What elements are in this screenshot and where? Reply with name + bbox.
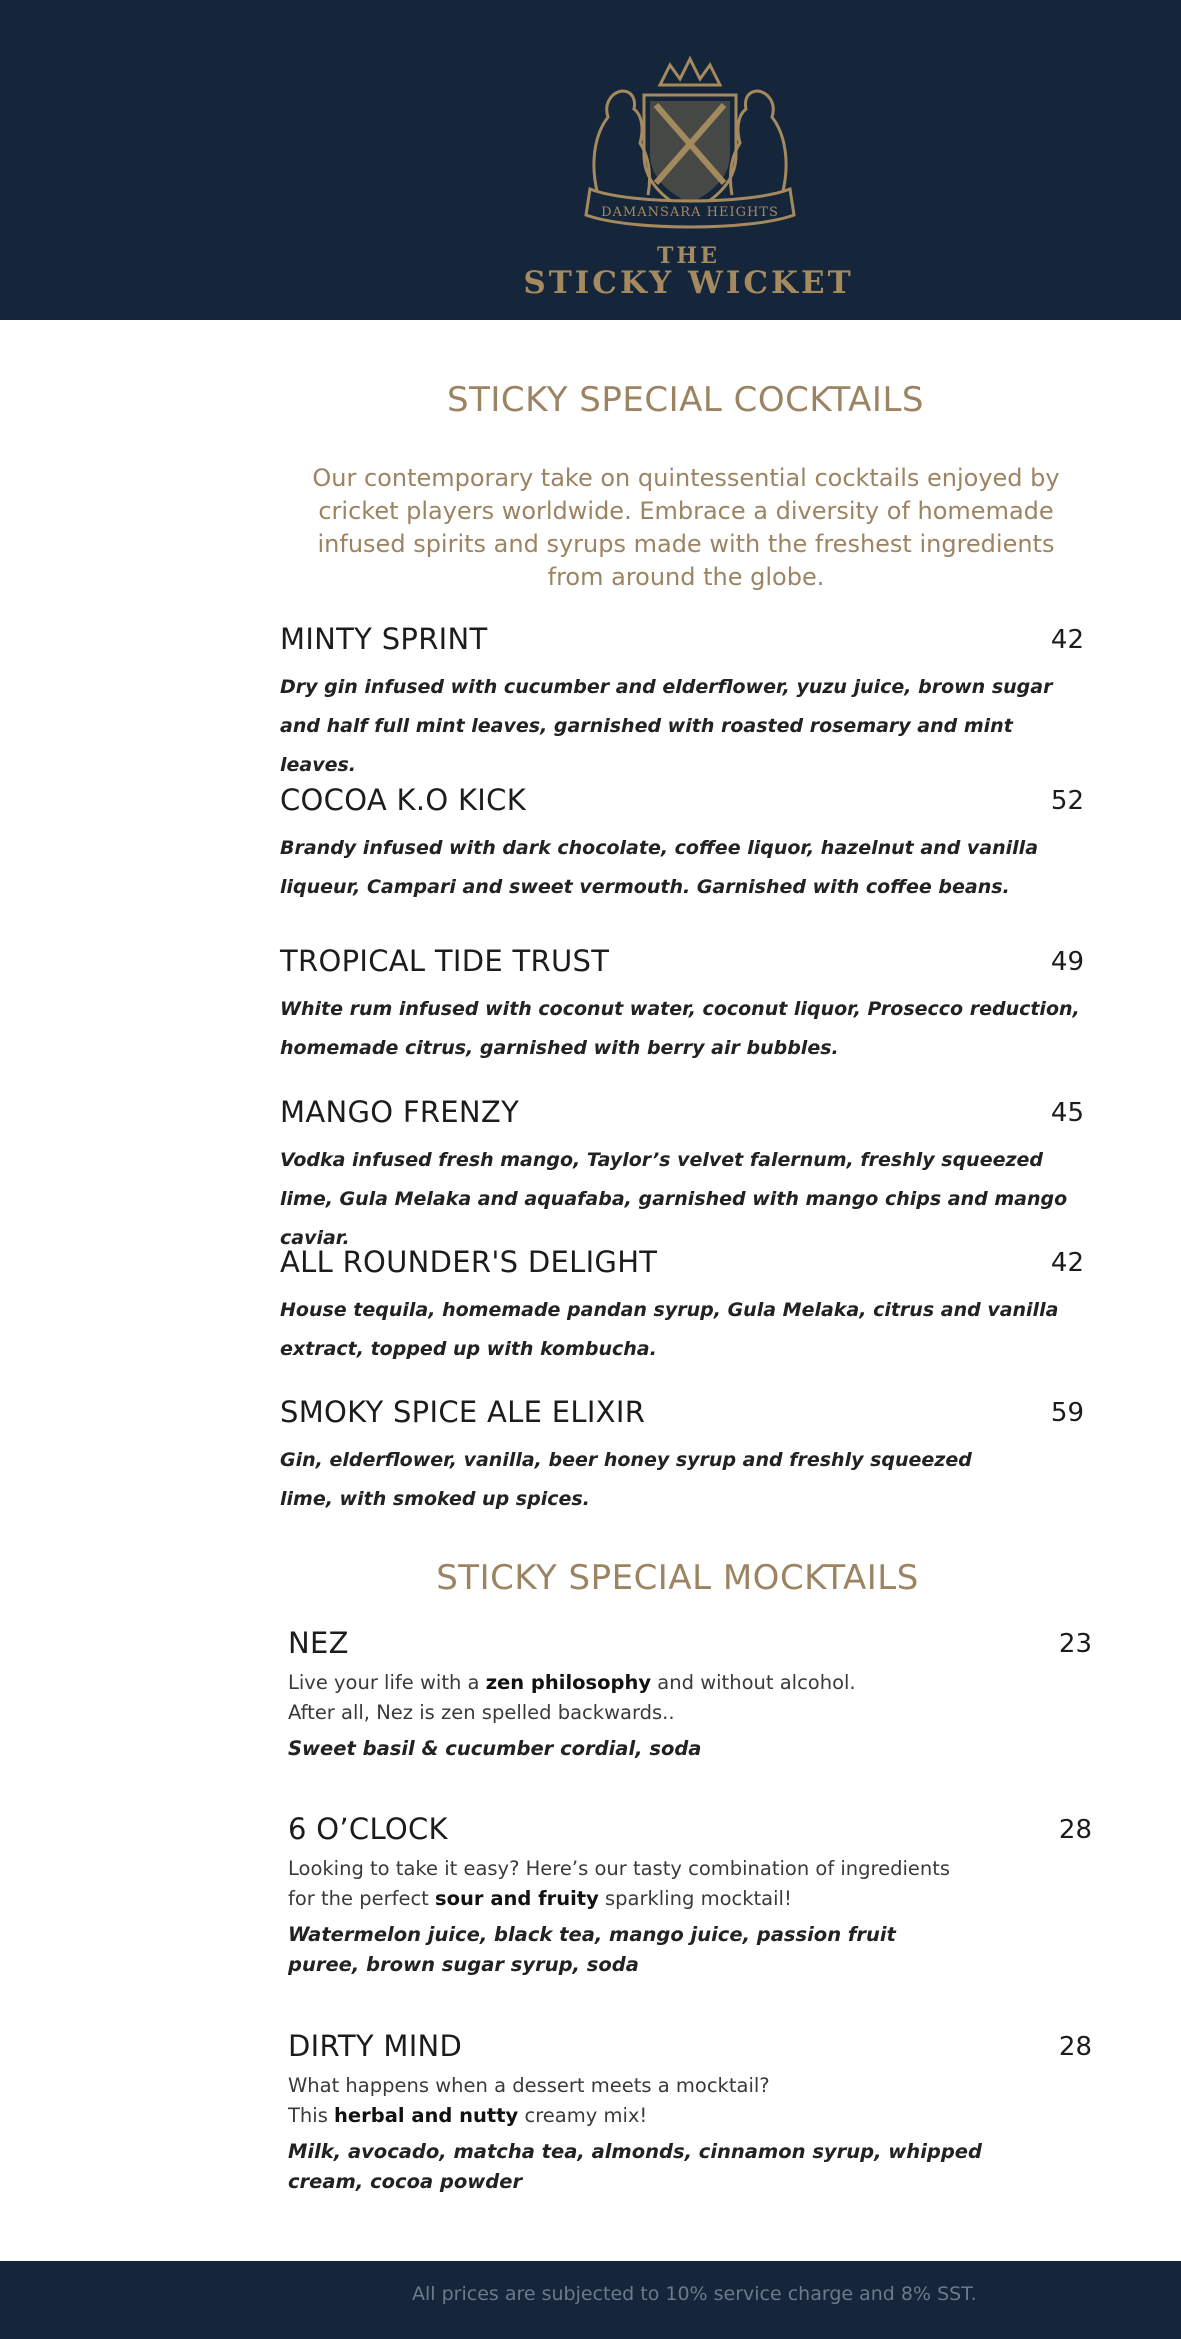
item-price: 52 <box>1050 786 1084 816</box>
story-line: Looking to take it easy? Here’s our tasty combination of ingredients <box>288 1857 951 1880</box>
story-highlight: herbal and nutty <box>334 2104 519 2127</box>
item-name: MINTY SPRINT <box>280 622 488 656</box>
item-story <box>288 1668 1092 1728</box>
item-name: 6 O’CLOCK <box>288 1812 448 1846</box>
cocktails-intro: Our contemporary take on quintessential cocktails enjoyed by cricket players worldwide. Embrace a diversity of homemade infused spirits and syrups made with the freshest ingredients from around the globe. <box>312 464 1060 591</box>
item-description: Dry gin infused with cucumber and elderflower, yuzu juice, brown sugar and half full mint leaves, garnished with roasted rosemary and mint leaves. <box>280 676 1053 776</box>
item-price: 28 <box>1058 2032 1092 2062</box>
story-highlight: sour and fruity <box>435 1887 599 1910</box>
item-price: 23 <box>1058 1629 1092 1659</box>
item-description: White rum infused with coconut water, coconut liquor, Prosecco reduction, homemade citrus, garnished with berry air bubbles. <box>280 998 1080 1059</box>
story-text: Live your life with a <box>288 1671 486 1694</box>
cocktails-title: STICKY SPECIAL COCKTAILS <box>447 380 924 420</box>
item-price: 59 <box>1050 1398 1084 1428</box>
item-story <box>288 2071 1092 2131</box>
crest-logo-icon <box>560 55 820 245</box>
crest-ribbon-text: DAMANSARA HEIGHTS <box>601 205 779 220</box>
service-charge-note: All prices are subjected to 10% service charge and 8% SST. <box>412 2283 977 2305</box>
item-name: SMOKY SPICE ALE ELIXIR <box>280 1395 646 1429</box>
header-banner <box>0 0 1181 320</box>
story-line <box>288 1884 1092 1914</box>
item-story <box>288 1854 1092 1914</box>
story-line: What happens when a dessert meets a mocktail? <box>288 2074 770 2097</box>
story-line <box>288 1668 1092 1698</box>
story-text: and without alcohol. <box>651 1671 856 1694</box>
item-ingredients: Watermelon juice, black tea, mango juice, passion fruit puree, brown sugar syrup, soda <box>288 1923 896 1976</box>
story-text: creamy mix! <box>518 2104 648 2127</box>
item-price: 42 <box>1050 625 1084 655</box>
item-price: 28 <box>1058 1815 1092 1845</box>
story-line <box>288 2101 1092 2131</box>
item-name: COCOA K.O KICK <box>280 783 527 817</box>
item-name: MANGO FRENZY <box>280 1095 520 1129</box>
item-price: 42 <box>1050 1248 1084 1278</box>
item-description: Vodka infused fresh mango, Taylor’s velvet falernum, freshly squeezed lime, Gula Melaka and aquafaba, garnished with mango chips and mango caviar. <box>280 1149 1068 1249</box>
item-ingredients: Sweet basil & cucumber cordial, soda <box>288 1737 702 1760</box>
item-name: NEZ <box>288 1626 349 1660</box>
item-name: DIRTY MIND <box>288 2029 463 2063</box>
story-text: sparkling mocktail! <box>598 1887 792 1910</box>
story-highlight: zen philosophy <box>485 1671 652 1694</box>
brand-the: THE <box>657 243 720 269</box>
story-line: After all, Nez is zen spelled backwards.. <box>288 1701 675 1724</box>
item-description: House tequila, homemade pandan syrup, Gula Melaka, citrus and vanilla extract, topped up with kombucha. <box>280 1299 1059 1360</box>
item-ingredients: Milk, avocado, matcha tea, almonds, cinnamon syrup, whipped cream, cocoa powder <box>288 2140 982 2193</box>
item-name: ALL ROUNDER'S DELIGHT <box>280 1245 658 1279</box>
story-text: for the perfect <box>288 1887 436 1910</box>
item-description: Brandy infused with dark chocolate, coffee liquor, hazelnut and vanilla liqueur, Campari and sweet vermouth. Garnished with coffee beans. <box>280 837 1039 898</box>
item-price: 49 <box>1050 947 1084 977</box>
footer-bar <box>0 2261 1181 2339</box>
brand-name: STICKY WICKET <box>523 265 854 301</box>
item-description: Gin, elderflower, vanilla, beer honey syrup and freshly squeezed lime, with smoked up spices. <box>280 1449 972 1510</box>
item-price: 45 <box>1050 1098 1084 1128</box>
story-text: This <box>288 2104 335 2127</box>
item-name: TROPICAL TIDE TRUST <box>280 944 610 978</box>
mocktails-title: STICKY SPECIAL MOCKTAILS <box>436 1558 919 1598</box>
